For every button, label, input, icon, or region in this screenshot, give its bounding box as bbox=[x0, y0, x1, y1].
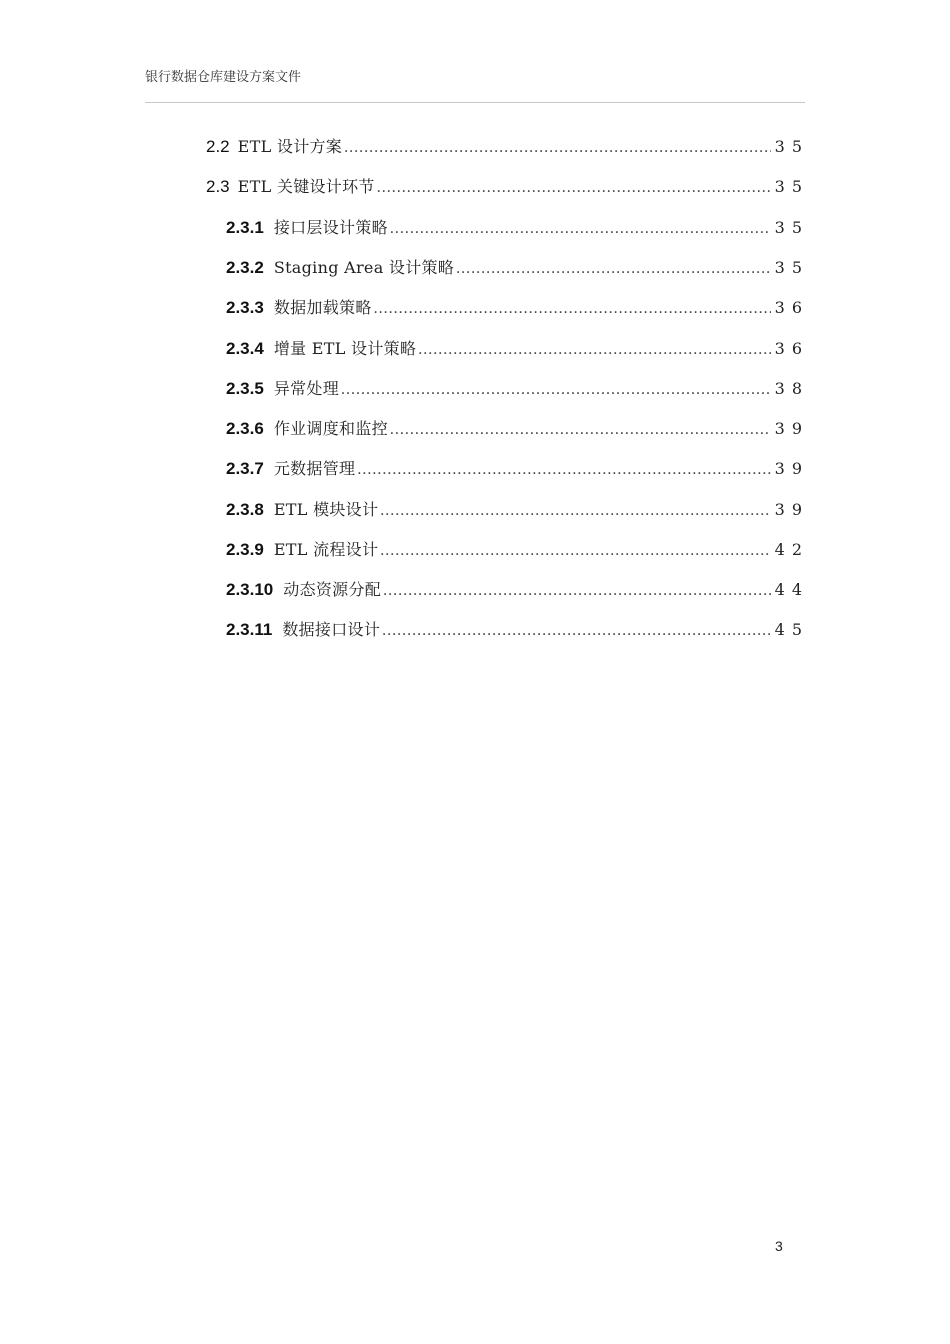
toc-leader-dots bbox=[382, 619, 771, 643]
toc-leader-dots bbox=[380, 539, 770, 563]
toc-entry-page: 39 bbox=[774, 419, 809, 438]
toc-entry-page: 35 bbox=[774, 177, 809, 196]
toc-entry-page: 45 bbox=[774, 620, 809, 639]
toc-entry-number: 2.3.6 bbox=[226, 419, 264, 438]
toc-entry-number: 2.3.7 bbox=[226, 459, 264, 478]
toc-entry-number: 2.3.10 bbox=[226, 580, 274, 599]
toc-entry-title: 作业调度和监控 bbox=[273, 419, 388, 438]
toc-entry-2-3-4[interactable] bbox=[226, 337, 809, 361]
toc-leader-dots bbox=[380, 499, 770, 523]
toc-entry-page: 39 bbox=[774, 500, 809, 519]
toc-entry-number: 2.3.4 bbox=[226, 339, 264, 358]
toc-entry-title: ETL 关键设计环节 bbox=[237, 177, 375, 196]
document-header-title: 银行数据仓库建设方案文件 bbox=[145, 70, 302, 85]
toc-entry-title: ETL 设计方案 bbox=[237, 137, 343, 156]
toc-entry-2-2[interactable] bbox=[206, 135, 809, 159]
toc-entry-page: 42 bbox=[774, 540, 809, 559]
toc-entry-title: 动态资源分配 bbox=[283, 580, 382, 599]
toc-entry-2-3-1[interactable] bbox=[226, 216, 809, 240]
toc-entry-title: 增量 ETL 设计策略 bbox=[273, 339, 417, 358]
toc-entry-number: 2.3.5 bbox=[226, 379, 264, 398]
toc-entry-2-3-5[interactable] bbox=[226, 377, 809, 401]
toc-entry-2-3-11[interactable] bbox=[226, 618, 809, 642]
toc-entry-page: 39 bbox=[774, 459, 809, 478]
toc-leader-dots bbox=[377, 176, 771, 200]
toc-entry-title: ETL 模块设计 bbox=[273, 500, 379, 519]
toc-entry-2-3-2[interactable] bbox=[226, 256, 809, 280]
toc-leader-dots bbox=[341, 378, 771, 402]
toc-entry-2-3-9[interactable] bbox=[226, 538, 809, 562]
toc-leader-dots bbox=[390, 418, 771, 442]
toc-entry-page: 36 bbox=[774, 339, 809, 358]
page-number: 3 bbox=[775, 1238, 783, 1254]
toc-entry-page: 35 bbox=[774, 218, 809, 237]
toc-entry-page: 35 bbox=[774, 137, 809, 156]
toc-entry-number: 2.3.11 bbox=[226, 620, 273, 639]
toc-entry-page: 38 bbox=[774, 379, 809, 398]
toc-entry-title: 数据接口设计 bbox=[282, 620, 381, 639]
toc-entry-number: 2.3.8 bbox=[226, 500, 264, 519]
toc-entry-number: 2.3 bbox=[206, 177, 230, 196]
toc-entry-2-3[interactable] bbox=[206, 175, 809, 199]
toc-entry-title: 接口层设计策略 bbox=[273, 218, 388, 237]
toc-entry-title: 数据加载策略 bbox=[273, 298, 372, 317]
toc-entry-number: 2.3.3 bbox=[226, 298, 264, 317]
toc-entry-title: ETL 流程设计 bbox=[273, 540, 379, 559]
toc-leader-dots bbox=[418, 338, 770, 362]
toc-leader-dots bbox=[374, 297, 771, 321]
toc-entry-number: 2.3.2 bbox=[226, 258, 264, 277]
toc-leader-dots bbox=[390, 217, 771, 241]
toc-leader-dots bbox=[344, 136, 771, 160]
toc-entry-number: 2.3.1 bbox=[226, 218, 264, 237]
toc-entry-2-3-3[interactable] bbox=[226, 296, 809, 320]
toc-entry-number: 2.3.9 bbox=[226, 540, 264, 559]
toc-entry-title: Staging Area 设计策略 bbox=[273, 258, 455, 277]
toc-leader-dots bbox=[383, 579, 771, 603]
toc-entry-page: 35 bbox=[774, 258, 809, 277]
toc-entry-2-3-6[interactable] bbox=[226, 417, 809, 441]
toc-leader-dots bbox=[456, 257, 771, 281]
toc-entry-2-3-10[interactable] bbox=[226, 578, 809, 602]
toc-entry-2-3-7[interactable] bbox=[226, 457, 809, 481]
toc-entry-page: 44 bbox=[774, 580, 809, 599]
header-divider bbox=[145, 102, 805, 103]
toc-entry-number: 2.2 bbox=[206, 137, 230, 156]
toc-entry-title: 元数据管理 bbox=[273, 459, 356, 478]
toc-entry-2-3-8[interactable] bbox=[226, 498, 809, 522]
toc-entry-page: 36 bbox=[774, 298, 809, 317]
toc-leader-dots bbox=[357, 458, 770, 482]
toc-entry-title: 异常处理 bbox=[273, 379, 340, 398]
